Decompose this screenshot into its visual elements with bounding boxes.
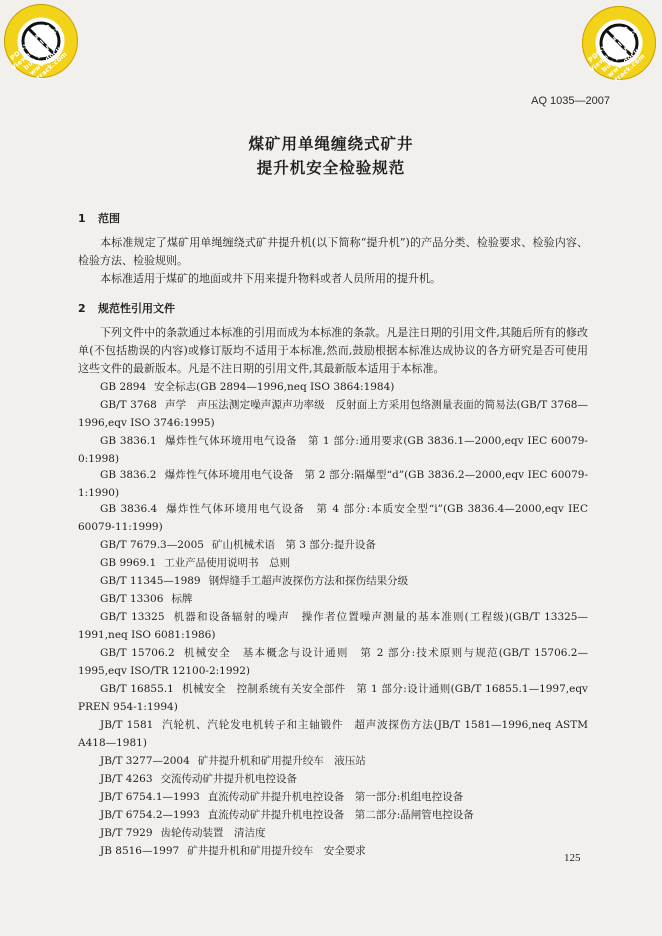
reference-item: JB/T 3277—2004 矿井提升机和矿用提升绞车 液压站 [100, 755, 366, 767]
reference-item: GB/T 11345—1989 钢焊缝手工超声波探伤方法和探伤结果分级 [100, 575, 409, 587]
section-title: 范围 [98, 212, 120, 225]
reference-item: GB 2894 安全标志(GB 2894—1996,neq ISO 3864:1984) [100, 381, 395, 393]
document-title-line-2: 提升机安全检验规范 [256, 159, 406, 177]
page-number: 125 [564, 852, 581, 864]
section-1-heading [78, 210, 120, 226]
reference-item: JB/T 6754.1—1993 直流传动矿井提升机电控设备 第一部分:机组电控设备 [100, 791, 464, 803]
reference-item: GB/T 13306 标牌 [100, 593, 193, 605]
section-2-intro: 下列文件中的条款通过本标准的引用而成为本标准的条款。凡是注日期的引用文件,其随后所有的修改单(不包括勘误的内容)或修订版均不适用于本标准,然而,鼓励根据本标准达成协议的各方研究是否可使用这些文件的最新版本。凡是不注日期的引用文件,其最新版本适用于本标准。 [78, 326, 588, 375]
reference-item: GB 3836.2 爆炸性气体环境用电气设备 第 2 部分:隔爆型“d”(GB 3836.2—2000,eqv IEC 60079-1:1990) [78, 469, 588, 499]
reference-item: GB/T 13325 机器和设备辐射的噪声 操作者位置噪声测量的基本准则(工程级)(GB/T 13325—1991,neq ISO 6081:1986) [78, 611, 588, 641]
watermark-badge-right[interactable] [582, 6, 656, 84]
reference-item: GB/T 7679.3—2005 矿山机械术语 第 3 部分:提升设备 [100, 539, 376, 551]
section-1-paragraph-1: 本标准规定了煤矿用单绳缠绕式矿井提升机(以下简称“提升机”)的产品分类、检验要求、检验内容、检验方法、检验规则。 [78, 236, 588, 267]
section-number: 2 [78, 302, 86, 315]
document-title-line-1: 煤矿用单绳缠绕式矿井 [248, 135, 414, 153]
watermark-text-left: PDF-XChange Viewer · Click to buy NOW! · www.docu-track.com [8, 22, 69, 82]
reference-item: JB/T 7929 齿轮传动装置 清洁度 [100, 827, 266, 839]
reference-item: JB 8516—1997 矿井提升机和矿用提升绞车 安全要求 [100, 845, 366, 857]
section-1-paragraph-2: 本标准适用于煤矿的地面或井下用来提升物料或者人员所用的提升机。 [100, 272, 441, 285]
watermark-badge-left[interactable] [4, 4, 78, 82]
reference-item: GB 3836.4 爆炸性气体环境用电气设备 第 4 部分:本质安全型“i”(GB 3836.4—2000,eqv IEC 60079-11:1999) [78, 503, 588, 533]
section-2-heading [78, 300, 175, 316]
reference-item: JB/T 1581 汽轮机、汽轮发电机转子和主轴锻件 超声波探伤方法(JB/T 1581—1996,neq ASTM A418—1981) [78, 719, 588, 749]
standard-code: AQ 1035—2007 [531, 95, 610, 107]
reference-item: GB 3836.1 爆炸性气体环境用电气设备 第 1 部分:通用要求(GB 3836.1—2000,eqv IEC 60079-0:1998) [78, 435, 588, 465]
reference-item: GB/T 15706.2 机械安全 基本概念与设计通则 第 2 部分:技术原则与规范(GB/T 15706.2—1995,eqv ISO/TR 12100-2:1992) [78, 647, 588, 677]
reference-item: GB 9969.1 工业产品使用说明书 总则 [100, 557, 291, 569]
reference-item: JB/T 4263 交流传动矿井提升机电控设备 [100, 773, 298, 785]
section-title: 规范性引用文件 [98, 302, 175, 315]
reference-item: JB/T 6754.2—1993 直流传动矿井提升机电控设备 第二部分:晶闸管电控设备 [100, 809, 474, 821]
watermark-text-right: PDF-XChange Viewer · Click to buy NOW! · www.docu-track.com [586, 24, 647, 84]
reference-item: GB/T 3768 声学 声压法测定噪声源声功率级 反射面上方采用包络测量表面的简易法(GB/T 3768—1996,eqv ISO 3746:1995) [78, 399, 588, 429]
section-number: 1 [78, 212, 86, 225]
reference-item: GB/T 16855.1 机械安全 控制系统有关安全部件 第 1 部分:设计通则(GB/T 16855.1—1997,eqv PREN 954-1:1994) [78, 683, 588, 713]
